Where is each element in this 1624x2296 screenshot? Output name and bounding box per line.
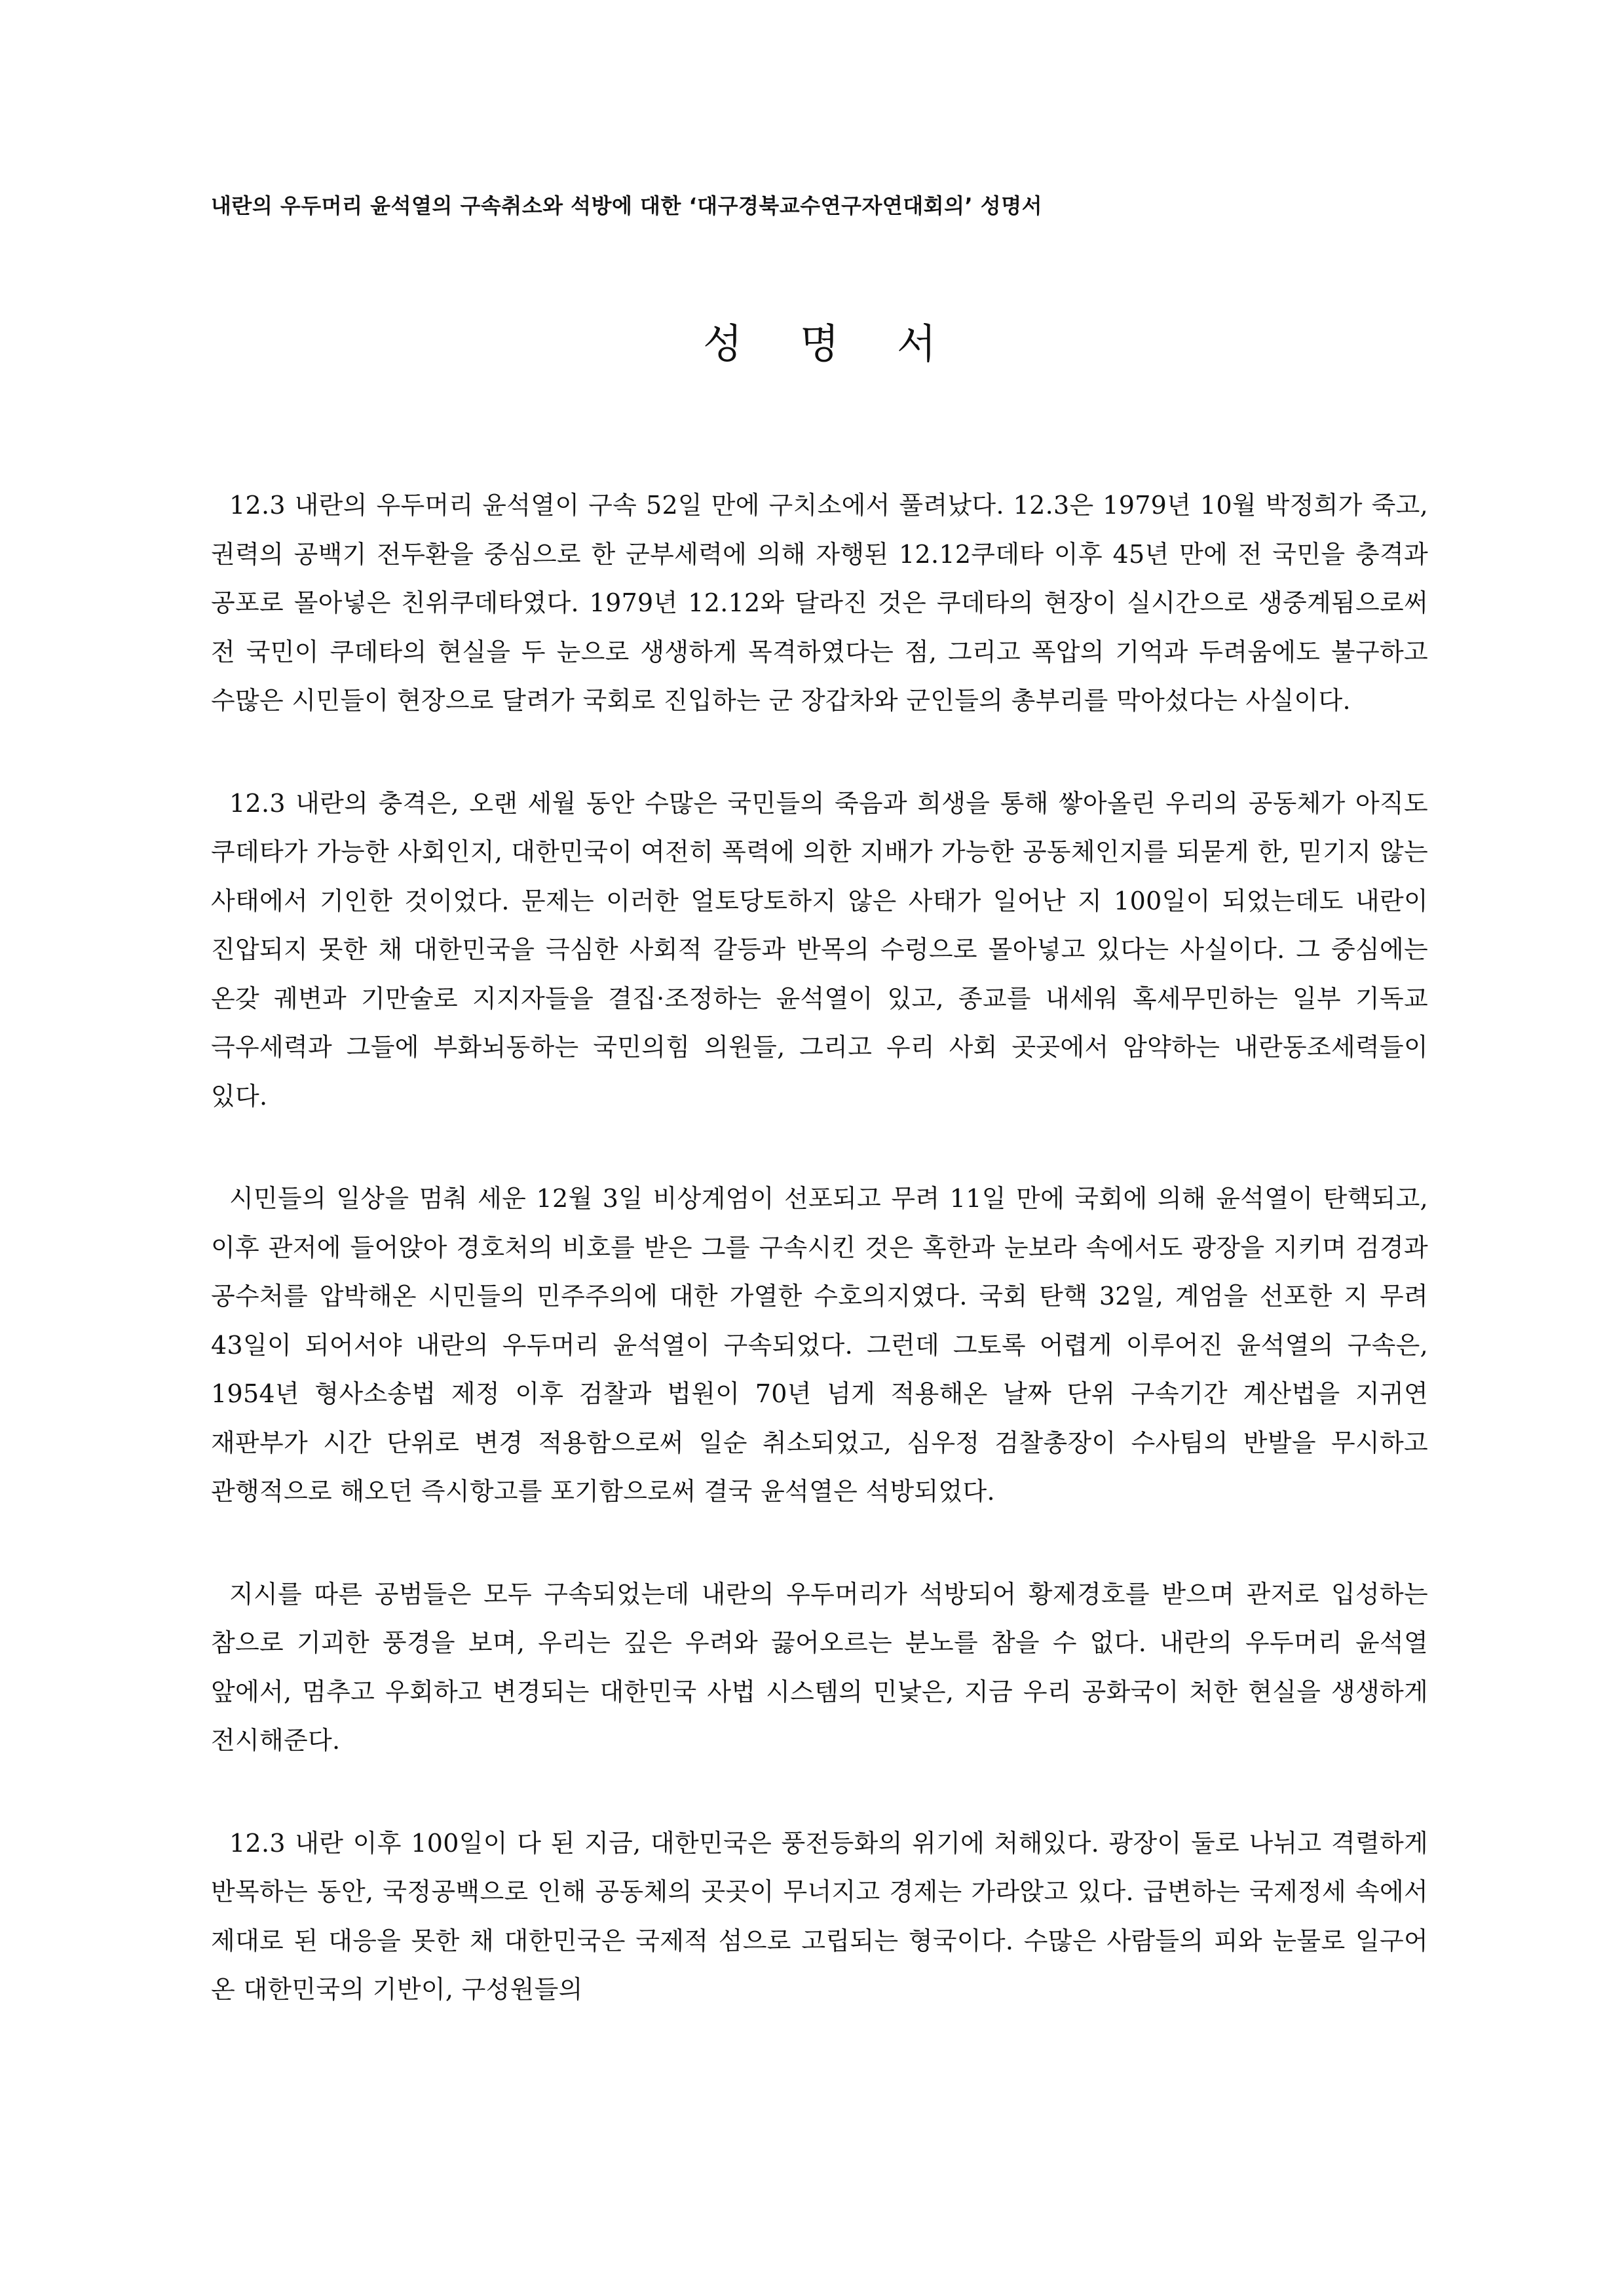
document-title (211, 315, 1428, 373)
paragraph-2: 12.3 내란의 충격은, 오랜 세월 동안 수많은 국민들의 죽음과 희생을 통해 쌓아올린 우리의 공동체가 아직도 쿠데타가 가능한 사회인지, 대한민국이 여전히 폭력에 의한 지배가 가능한 공동체인지를 되묻게 한, 믿기지 않는 사태에서 기인한 것이었다. 문제는 이러한 얼토당토하지 않은 사태가 일어난 지 100일이 되었는데도 내란이 진압되지 못한 채 대한민국을 극심한 사회적 갈등과 반목의 수렁으로 몰아넣고 있다는 사실이다. 그 중심에는 온갖 궤변과 기만술로 지지자들을 결집·조정하는 윤석열이 있고, 종교를 내세워 혹세무민하는 일부 기독교 극우세력과 그들에 부화뇌동하는 국민의힘 의원들, 그리고 우리 사회 곳곳에서 암약하는 내란동조세력들이 있다. (211, 788, 1428, 1111)
title-char: 서 (896, 320, 936, 368)
document-body (211, 481, 1428, 2068)
paragraph-4: 지시를 따른 공범들은 모두 구속되었는데 내란의 우두머리가 석방되어 황제경호를 받으며 관저로 입성하는 참으로 기괴한 풍경을 보며, 우리는 깊은 우려와 끓어오르는 분노를 참을 수 없다. 내란의 우두머리 윤석열 앞에서, 멈추고 우회하고 변경되는 대한민국 사법 시스템의 민낯은, 지금 우리 공화국이 처한 현실을 생생하게 전시해준다. (211, 1579, 1428, 1755)
title-char: 명 (800, 320, 839, 368)
paragraph-5: 12.3 내란 이후 100일이 다 된 지금, 대한민국은 풍전등화의 위기에 처해있다. 광장이 둘로 나뉘고 격렬하게 반목하는 동안, 국정공백으로 인해 공동체의 곳곳이 무너지고 경제는 가라앉고 있다. 급변하는 국제정세 속에서 제대로 된 대응을 못한 채 대한민국은 국제적 섬으로 고립되는 형국이다. 수많은 사람들의 피와 눈물로 일구어 온 대한민국의 기반이, 구성원들의 (211, 1828, 1428, 2004)
statement-header-line: 내란의 우두머리 윤석열의 구속취소와 석방에 대한 ‘대구경북교수연구자연대회의’ 성명서 (211, 193, 1043, 218)
paragraph-3: 시민들의 일상을 멈춰 세운 12월 3일 비상계엄이 선포되고 무려 11일 만에 국회에 의해 윤석열이 탄핵되고, 이후 관저에 들어앉아 경호처의 비호를 받은 그를 구속시킨 것은 혹한과 눈보라 속에서도 광장을 지키며 검경과 공수처를 압박해온 시민들의 민주주의에 대한 가열한 수호의지였다. 국회 탄핵 32일, 계엄을 선포한 지 무려 43일이 되어서야 내란의 우두머리 윤석열이 구속되었다. 그런데 그토록 어렵게 이루어진 윤석열의 구속은, 1954년 형사소송법 제정 이후 검찰과 법원이 70년 넘게 적용해온 날짜 단위 구속기간 계산법을 지귀연 재판부가 시간 단위로 변경 적용함으로써 일순 취소되었고, 심우정 검찰총장이 수사팀의 반발을 무시하고 관행적으로 해오던 즉시항고를 포기함으로써 결국 윤석열은 석방되었다. (211, 1184, 1428, 1506)
title-char: 성 (703, 320, 743, 368)
paragraph-1: 12.3 내란의 우두머리 윤석열이 구속 52일 만에 구치소에서 풀려났다. 12.3은 1979년 10월 박정희가 죽고, 권력의 공백기 전두환을 중심으로 한 군부세력에 의해 자행된 12.12쿠데타 이후 45년 만에 전 국민을 충격과 공포로 몰아넣은 친위쿠데타였다. 1979년 12.12와 달라진 것은 쿠데타의 현장이 실시간으로 생중계됨으로써 전 국민이 쿠데타의 현실을 두 눈으로 생생하게 목격하였다는 점, 그리고 폭압의 기억과 두려움에도 불구하고 수많은 시민들이 현장으로 달려가 국회로 진입하는 군 장갑차와 군인들의 총부리를 막아섰다는 사실이다. (211, 491, 1428, 715)
